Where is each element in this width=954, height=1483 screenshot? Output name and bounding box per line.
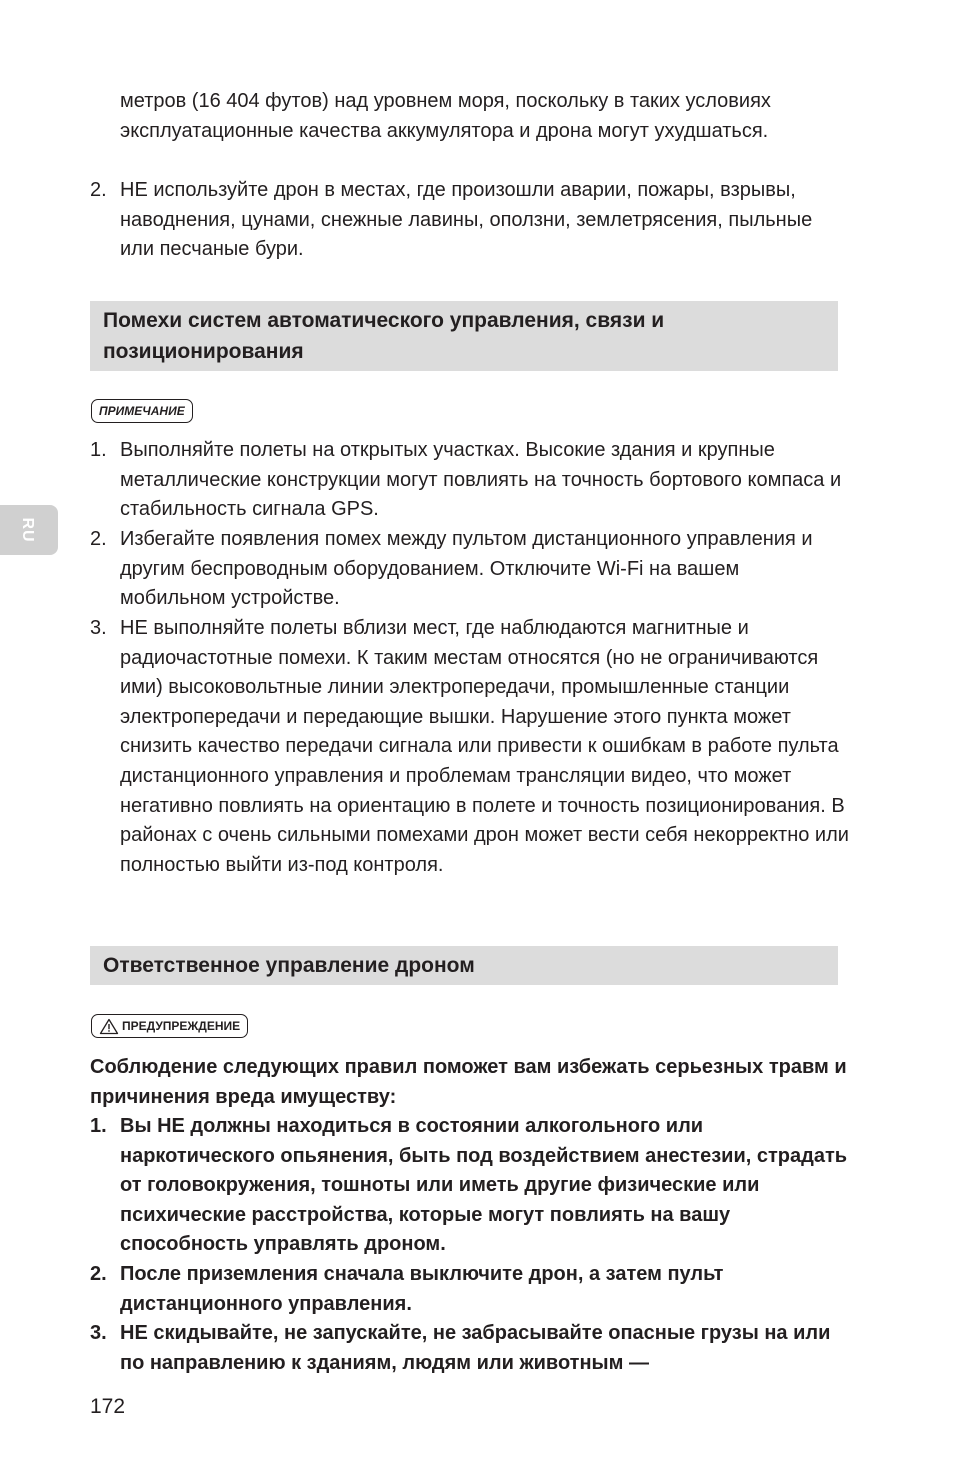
- list-item-text: Выполняйте полеты на открытых участках. Высокие здания и крупные металлические конструкции могут повлиять на точность бортового компаса и стабильность сигнала GPS.: [120, 439, 842, 521]
- list-item-number: 3.: [90, 617, 107, 639]
- list-item-text: Избегайте появления помех между пультом дистанционного управления и другим беспроводным оборудованием. Отключите Wi-Fi на вашем мобильном устройстве.: [120, 528, 813, 610]
- language-tab: [0, 505, 58, 555]
- list-item-number: 3.: [90, 1322, 107, 1344]
- note-badge-label: ПРИМЕЧАНИЕ: [99, 403, 185, 418]
- list-item: [90, 525, 850, 614]
- section-heading: Помехи систем автоматического управления, связи и позиционирования: [90, 301, 838, 371]
- list-item: [90, 1112, 850, 1260]
- warning-badge: [91, 1014, 248, 1038]
- list-item-text: После приземления сначала выключите дрон, а затем пульт дистанционного управления.: [120, 1263, 724, 1315]
- list-item-text: НЕ скидывайте, не запускайте, не забрасывайте опасные грузы на или по направлению к зданиям, людям или животным —: [120, 1322, 831, 1374]
- section-heading: Ответственное управление дроном: [90, 946, 838, 985]
- warning-triangle-icon: [99, 1018, 119, 1035]
- warning-intro: Соблюдение следующих правил поможет вам избежать серьезных травм и причинения вреда имуществу:: [90, 1056, 847, 1108]
- list-item: [90, 1319, 850, 1378]
- list-item-number: 2.: [90, 1263, 107, 1285]
- list-item-number: 2.: [90, 528, 107, 550]
- language-tab-label: RU: [19, 517, 36, 543]
- list-item-text: НЕ выполняйте полеты вблизи мест, где наблюдаются магнитные и радиочастотные помехи. К таким местам относятся (но не ограничиваются ими) высоковольтные линии электропередачи, промышленные станции электропередачи и передающие вышки. Нарушение этого пункта может снизить качество передачи сигнала или привести к ошибкам в работе пульта дистанционного управления и проблемам трансляции видео, что может негативно повлиять на ориентацию в полете и точность позиционирования. В районах с очень сильными помехами дрон может вести себя некорректно или полностью выйти из-под контроля.: [120, 617, 849, 876]
- note-badge: [91, 399, 193, 423]
- list-item: [90, 614, 850, 880]
- list-item: [90, 176, 850, 265]
- list-item-text: Вы НЕ должны находиться в состоянии алкогольного или наркотического опьянения, быть под воздействием анестезии, страдать от головокружения, тошноты или иметь другие физические или психические расстройства, которые могут повлиять на вашу способность управлять дроном.: [120, 1115, 848, 1256]
- list-item: [90, 436, 850, 525]
- list-item-number: 1.: [90, 1115, 107, 1137]
- page-number: 172: [90, 1395, 126, 1418]
- list-item-number: 1.: [90, 439, 107, 461]
- list-item-number: 2.: [90, 179, 107, 201]
- list-item-text: НЕ используйте дрон в местах, где произошли аварии, пожары, взрывы, наводнения, цунами, снежные лавины, оползни, землетрясения, пыльные или песчаные бури.: [120, 179, 813, 261]
- warning-badge-label: ПРЕДУПРЕЖДЕНИЕ: [122, 1018, 241, 1033]
- list-item: [90, 1260, 850, 1319]
- continuation-paragraph: метров (16 404 футов) над уровнем моря, поскольку в таких условиях эксплуатационные качества аккумулятора и дрона могут ухудшаться.: [120, 90, 771, 142]
